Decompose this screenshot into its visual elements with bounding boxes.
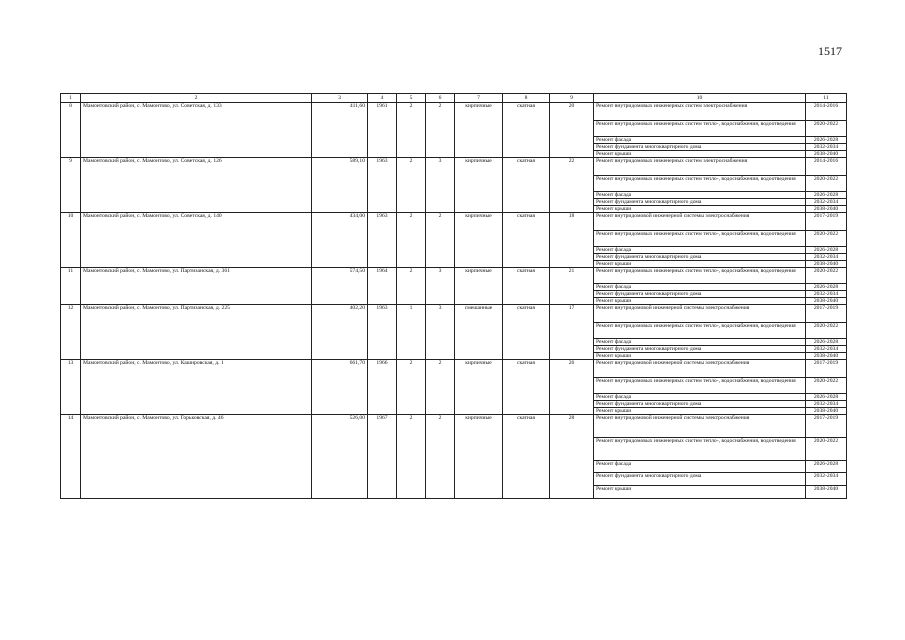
house-year: 1961: [368, 103, 397, 158]
house-walls: кирпичные: [455, 103, 503, 158]
work-name: Ремонт фасада: [594, 394, 806, 401]
house-apartments: 21: [550, 268, 594, 305]
house-address: Мамонтовский район, с. Мамонтово, ул. Советская, д. 126: [81, 158, 312, 213]
house-walls: кирпичные: [455, 213, 503, 268]
work-name: Ремонт внутридомовых инженерных систем тепло-, водоснабжения, водоотведения: [594, 231, 806, 247]
house-entrances: 2: [426, 415, 455, 499]
column-number: 1: [61, 94, 81, 103]
work-name: Ремонт крыши: [594, 151, 806, 158]
work-period: 2017-2019: [806, 305, 847, 323]
house-address: Мамонтовский район, с. Мамонтово, ул. Советская, д. 133: [81, 103, 312, 158]
work-period: 2038-2040: [806, 206, 847, 213]
work-name: Ремонт внутридомовых инженерных систем тепло-, водоснабжения, водоотведения: [594, 121, 806, 137]
table-row: [61, 268, 847, 284]
house-floors: 2: [397, 158, 426, 213]
house-address: Мамонтовский район, с. Мамонтово, ул. Горьковская, д. 46: [81, 415, 312, 499]
work-period: 2026-2028: [806, 192, 847, 199]
work-period: 2038-2040: [806, 486, 847, 499]
house-number: 14: [61, 415, 81, 499]
house-roof: скатная: [503, 268, 550, 305]
house-area: 411,60: [312, 103, 368, 158]
house-entrances: 2: [426, 360, 455, 415]
work-name: Ремонт внутридомовых инженерных систем тепло-, водоснабжения, водоотведения: [594, 378, 806, 394]
work-name: Ремонт внутридомовых инженерных систем тепло-, водоснабжения, водоотведения: [594, 176, 806, 192]
work-period: 2017-2019: [806, 360, 847, 378]
work-period: 2020-2022: [806, 121, 847, 137]
house-year: 1963: [368, 213, 397, 268]
work-period: 2038-2040: [806, 261, 847, 268]
work-period: 2038-2040: [806, 408, 847, 415]
work-name: Ремонт крыши: [594, 353, 806, 360]
house-number: 12: [61, 305, 81, 360]
table-row: [61, 158, 847, 176]
work-period: 2020-2022: [806, 378, 847, 394]
house-floors: 1: [397, 305, 426, 360]
work-period: 2026-2028: [806, 339, 847, 346]
work-period: 2026-2028: [806, 394, 847, 401]
house-roof: скатная: [503, 103, 550, 158]
work-period: 2026-2028: [806, 137, 847, 144]
table-row: [61, 213, 847, 231]
house-address: Мамонтовский район, с. Мамонтово, ул. Партизанская, д. 361: [81, 268, 312, 305]
house-floors: 2: [397, 415, 426, 499]
house-address: Мамонтовский район, с. Мамонтово, ул. Партизанская, д. 225: [81, 305, 312, 360]
work-name: Ремонт фасада: [594, 284, 806, 291]
house-floors: 2: [397, 360, 426, 415]
work-name: Ремонт фундамента многоквартирного дома: [594, 346, 806, 353]
work-name: Ремонт фундамента многоквартирного дома: [594, 291, 806, 298]
work-period: 2032-2034: [806, 199, 847, 206]
work-name: Ремонт фундамента многоквартирного дома: [594, 401, 806, 408]
house-area: 589,10: [312, 158, 368, 213]
house-apartments: 22: [550, 158, 594, 213]
work-period: 2032-2034: [806, 291, 847, 298]
house-roof: скатная: [503, 415, 550, 499]
column-number: 6: [426, 94, 455, 103]
house-roof: скатная: [503, 213, 550, 268]
house-apartments: 26: [550, 360, 594, 415]
house-walls: кирпичные: [455, 158, 503, 213]
column-number: 9: [550, 94, 594, 103]
house-area: 574,50: [312, 268, 368, 305]
work-name: Ремонт внутридомовых инженерных систем тепло-, водоснабжения, водоотведения: [594, 438, 806, 461]
housing-register-table: [60, 93, 847, 499]
work-name: Ремонт крыши: [594, 486, 806, 499]
work-name: Ремонт фундамента многоквартирного дома: [594, 144, 806, 151]
work-name: Ремонт фасада: [594, 339, 806, 346]
column-number-row: [61, 94, 847, 103]
work-period: 2032-2034: [806, 346, 847, 353]
house-area: 434,00: [312, 213, 368, 268]
work-period: 2026-2028: [806, 284, 847, 291]
work-period: 2020-2022: [806, 231, 847, 247]
work-period: 2038-2040: [806, 151, 847, 158]
work-name: Ремонт внутридомовой инженерной системы электроснабжения: [594, 213, 806, 231]
work-period: 2014-2016: [806, 158, 847, 176]
work-name: Ремонт крыши: [594, 298, 806, 305]
house-apartments: 20: [550, 103, 594, 158]
work-period: 2020-2022: [806, 438, 847, 461]
work-period: 2026-2028: [806, 461, 847, 473]
work-name: Ремонт крыши: [594, 261, 806, 268]
table-row: [61, 305, 847, 323]
work-period: 2032-2034: [806, 144, 847, 151]
column-number: 4: [368, 94, 397, 103]
house-entrances: 3: [426, 305, 455, 360]
house-entrances: 3: [426, 158, 455, 213]
house-number: 8: [61, 103, 81, 158]
house-year: 1963: [368, 158, 397, 213]
work-period: 2014-2016: [806, 103, 847, 121]
work-period: 2026-2028: [806, 247, 847, 254]
work-name: Ремонт фундамента многоквартирного дома: [594, 254, 806, 261]
house-walls: кирпичные: [455, 360, 503, 415]
work-name: Ремонт фасада: [594, 137, 806, 144]
house-apartments: 18: [550, 213, 594, 268]
house-area: 526,00: [312, 415, 368, 499]
work-name: Ремонт внутридомовой инженерной системы электроснабжения: [594, 360, 806, 378]
house-year: 1967: [368, 415, 397, 499]
work-name: Ремонт внутридомовых инженерных систем тепло-, водоснабжения, водоотведения: [594, 323, 806, 339]
house-floors: 2: [397, 268, 426, 305]
house-year: 1963: [368, 305, 397, 360]
work-period: 2020-2022: [806, 323, 847, 339]
house-floors: 2: [397, 103, 426, 158]
work-name: Ремонт внутридомовых инженерных систем электроснабжения: [594, 103, 806, 121]
work-name: Ремонт крыши: [594, 408, 806, 415]
column-number: 10: [594, 94, 806, 103]
work-name: Ремонт внутридомовых инженерных систем тепло-, водоснабжения, водоотведения: [594, 268, 806, 284]
work-period: 2038-2040: [806, 298, 847, 305]
column-number: 5: [397, 94, 426, 103]
house-area: 661,70: [312, 360, 368, 415]
table-row: [61, 415, 847, 438]
house-number: 11: [61, 268, 81, 305]
column-number: 11: [806, 94, 847, 103]
house-area: 402,20: [312, 305, 368, 360]
table-body: [61, 94, 847, 499]
house-apartments: 17: [550, 305, 594, 360]
house-roof: скатная: [503, 305, 550, 360]
house-number: 9: [61, 158, 81, 213]
column-number: 8: [503, 94, 550, 103]
work-period: 2032-2034: [806, 254, 847, 261]
work-name: Ремонт фундамента многоквартирного дома: [594, 199, 806, 206]
house-entrances: 2: [426, 103, 455, 158]
work-period: 2038-2040: [806, 353, 847, 360]
work-name: Ремонт внутридомовой инженерной системы электроснабжения: [594, 415, 806, 438]
house-walls: смешанные: [455, 305, 503, 360]
work-name: Ремонт фундамента многоквартирного дома: [594, 473, 806, 486]
house-walls: кирпичные: [455, 268, 503, 305]
house-year: 1966: [368, 360, 397, 415]
table-row: [61, 103, 847, 121]
column-number: 7: [455, 94, 503, 103]
house-floors: 2: [397, 213, 426, 268]
work-period: 2017-2019: [806, 213, 847, 231]
work-period: 2032-2034: [806, 473, 847, 486]
house-roof: скатная: [503, 360, 550, 415]
house-walls: кирпичные: [455, 415, 503, 499]
house-year: 1964: [368, 268, 397, 305]
work-name: Ремонт фасада: [594, 247, 806, 254]
work-period: 2017-2019: [806, 415, 847, 438]
column-number: 2: [81, 94, 312, 103]
work-name: Ремонт крыши: [594, 206, 806, 213]
house-number: 13: [61, 360, 81, 415]
page-number: 1517: [818, 44, 842, 58]
table-row: [61, 360, 847, 378]
house-roof: скатная: [503, 158, 550, 213]
work-name: Ремонт внутридомовой инженерной системы электроснабжения: [594, 305, 806, 323]
house-number: 10: [61, 213, 81, 268]
work-name: Ремонт внутридомовых инженерных систем электроснабжения: [594, 158, 806, 176]
column-number: 3: [312, 94, 368, 103]
work-period: 2020-2022: [806, 176, 847, 192]
work-period: 2020-2022: [806, 268, 847, 284]
house-address: Мамонтовский район, с. Мамонтово, ул. Советская, д. 140: [81, 213, 312, 268]
work-name: Ремонт фасада: [594, 192, 806, 199]
house-entrances: 2: [426, 213, 455, 268]
house-entrances: 3: [426, 268, 455, 305]
work-period: 2032-2034: [806, 401, 847, 408]
house-address: Мамонтовский район, с. Мамонтово, ул. Кашировская, д. 1: [81, 360, 312, 415]
house-apartments: 28: [550, 415, 594, 499]
work-name: Ремонт фасада: [594, 461, 806, 473]
